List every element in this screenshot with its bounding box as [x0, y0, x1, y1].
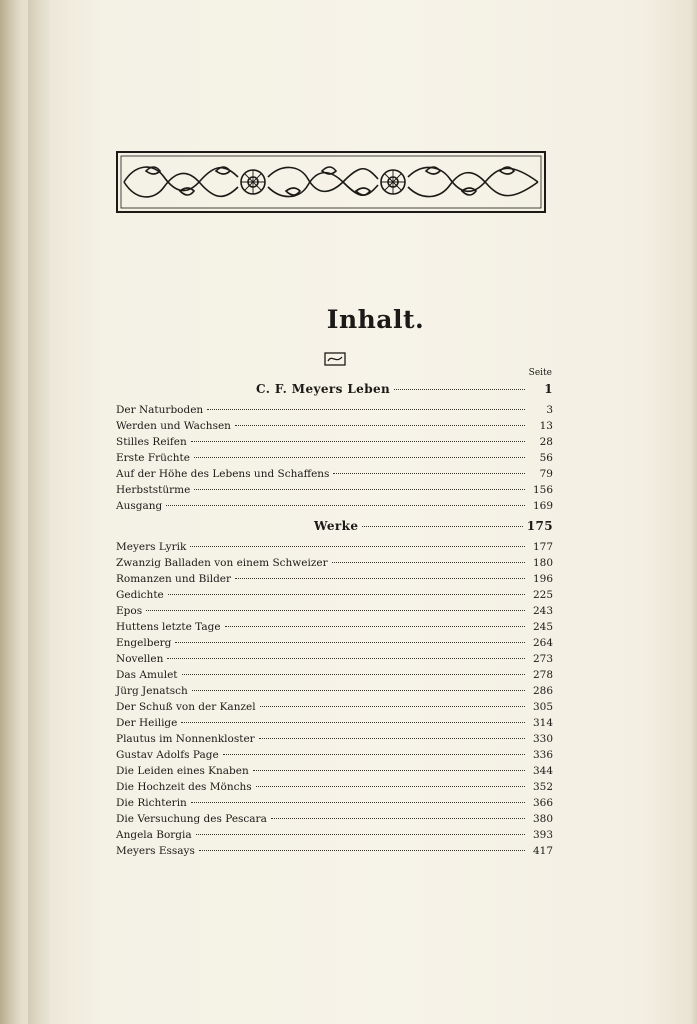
toc-entry-label: Plautus im Nonnenkloster [116, 733, 255, 745]
toc-page-number: 1 [544, 382, 553, 396]
dot-leader [260, 706, 525, 707]
toc-entry[interactable] [116, 498, 553, 514]
toc-page-number: 393 [532, 829, 553, 841]
toc-entry-label: Novellen [116, 653, 164, 665]
toc-entry[interactable] [116, 466, 553, 482]
page-title: Inhalt. [326, 305, 425, 334]
toc-entry-label: Der Naturboden [116, 404, 204, 416]
toc-entry-label: Zwanzig Balladen von einem Schweizer [116, 557, 328, 569]
ornamental-header-band [116, 151, 546, 213]
toc-entry[interactable] [116, 450, 553, 466]
toc-page-number: 243 [532, 605, 553, 617]
toc-page-number: 380 [532, 813, 553, 825]
toc-entry-label: Gustav Adolfs Page [116, 749, 219, 761]
dot-leader [181, 722, 525, 723]
toc-entry[interactable] [116, 482, 553, 498]
toc-entry[interactable] [116, 811, 553, 827]
toc-entry-label: Meyers Lyrik [116, 541, 187, 553]
toc-entry[interactable] [116, 779, 553, 795]
page-column-label: Seite [528, 368, 552, 378]
dot-leader [194, 489, 525, 490]
toc-entry[interactable] [116, 635, 553, 651]
toc-entry-label: Auf der Höhe des Lebens und Schaffens [116, 468, 330, 480]
toc-page-number: 245 [532, 621, 553, 633]
dot-leader [168, 594, 525, 595]
dot-leader [223, 754, 525, 755]
dot-leader [194, 457, 525, 458]
dot-leader [394, 389, 525, 390]
toc-entry-label: Die Versuchung des Pescara [116, 813, 267, 825]
toc-entry[interactable] [116, 699, 553, 715]
toc-entry[interactable] [116, 651, 553, 667]
toc-page-number: 286 [532, 685, 553, 697]
toc-heading-label: Werke [314, 519, 359, 533]
small-ornament-icon [324, 352, 346, 366]
toc-page-number: 28 [539, 436, 553, 448]
toc-entry[interactable] [116, 843, 553, 859]
toc-entry-label: Huttens letzte Tage [116, 621, 221, 633]
toc-entry[interactable] [116, 619, 553, 635]
dot-leader [191, 802, 525, 803]
rosette-left [241, 170, 265, 194]
toc-entry-label: Herbststürme [116, 484, 191, 496]
toc-entry[interactable] [116, 731, 553, 747]
toc-entry[interactable] [116, 418, 553, 434]
toc-page-number: 177 [532, 541, 553, 553]
toc-entry[interactable] [116, 587, 553, 603]
toc-entry-label: Die Richterin [116, 797, 187, 809]
toc-entry-label: Meyers Essays [116, 845, 195, 857]
toc-entry-label: Romanzen und Bilder [116, 573, 232, 585]
toc-page-number: 196 [532, 573, 553, 585]
dot-leader [362, 526, 522, 527]
toc-page-number: 169 [532, 500, 553, 512]
toc-entry-label: Angela Borgia [116, 829, 192, 841]
dot-leader [199, 850, 525, 851]
toc-entry-label: Epos [116, 605, 143, 617]
toc-page-number: 180 [532, 557, 553, 569]
dot-leader [191, 441, 525, 442]
toc-entry-label: Ausgang [116, 500, 163, 512]
toc-heading-leben[interactable] [256, 381, 553, 397]
dot-leader [271, 818, 525, 819]
toc-entry[interactable] [116, 715, 553, 731]
toc-page-number: 264 [532, 637, 553, 649]
toc-entry-label: Stilles Reifen [116, 436, 187, 448]
dot-leader [333, 473, 525, 474]
toc-page-number: 344 [532, 765, 553, 777]
toc-entry-label: Gedichte [116, 589, 164, 601]
toc-entry[interactable] [116, 763, 553, 779]
dot-leader [192, 690, 525, 691]
dot-leader [225, 626, 525, 627]
toc-page-number: 336 [532, 749, 553, 761]
toc-page-number: 13 [539, 420, 553, 432]
toc-heading-werke[interactable] [314, 518, 553, 534]
dot-leader [235, 578, 525, 579]
toc-entry-label: Erste Früchte [116, 452, 190, 464]
toc-page-number: 175 [526, 519, 553, 533]
toc-page-number: 3 [546, 404, 553, 416]
toc-entry-label: Die Leiden eines Knaben [116, 765, 249, 777]
toc-entry[interactable] [116, 571, 553, 587]
dot-leader [256, 786, 525, 787]
toc-entry[interactable] [116, 434, 553, 450]
toc-heading-label: C. F. Meyers Leben [256, 382, 391, 396]
toc-page-number: 273 [532, 653, 553, 665]
toc-page-number: 366 [532, 797, 553, 809]
toc-entry[interactable] [116, 603, 553, 619]
toc-entry[interactable] [116, 555, 553, 571]
toc-entry[interactable] [116, 795, 553, 811]
dot-leader [207, 409, 525, 410]
toc-page-number: 330 [532, 733, 553, 745]
rosette-right [381, 170, 405, 194]
toc-entry[interactable] [116, 683, 553, 699]
dot-leader [196, 834, 525, 835]
dot-leader [332, 562, 525, 563]
toc-entry[interactable] [116, 539, 553, 555]
toc-entry-label: Der Heilige [116, 717, 178, 729]
toc-page-number: 156 [532, 484, 553, 496]
toc-entry[interactable] [116, 747, 553, 763]
dot-leader [253, 770, 525, 771]
toc-entry[interactable] [116, 667, 553, 683]
page-fold-shadow [28, 0, 50, 1024]
toc-entry-label: Jürg Jenatsch [116, 685, 188, 697]
dot-leader [166, 505, 525, 506]
toc-entry-label: Werden und Wachsen [116, 420, 231, 432]
toc-page-number: 305 [532, 701, 553, 713]
dot-leader [182, 674, 526, 675]
dot-leader [146, 610, 525, 611]
dot-leader [259, 738, 525, 739]
toc-entry-label: Das Amulet [116, 669, 178, 681]
toc-page-number: 314 [532, 717, 553, 729]
toc-entry-label: Die Hochzeit des Mönchs [116, 781, 252, 793]
dot-leader [167, 658, 525, 659]
toc-page-number: 225 [532, 589, 553, 601]
toc-entry-label: Der Schuß von der Kanzel [116, 701, 256, 713]
toc-page-number: 352 [532, 781, 553, 793]
toc-entry[interactable] [116, 827, 553, 843]
toc-entry[interactable] [116, 402, 553, 418]
toc-page-number: 417 [532, 845, 553, 857]
toc-page-number: 278 [532, 669, 553, 681]
toc-page-number: 79 [539, 468, 553, 480]
dot-leader [190, 546, 525, 547]
toc-entry-label: Engelberg [116, 637, 172, 649]
dot-leader [175, 642, 525, 643]
dot-leader [235, 425, 525, 426]
toc-page-number: 56 [539, 452, 553, 464]
